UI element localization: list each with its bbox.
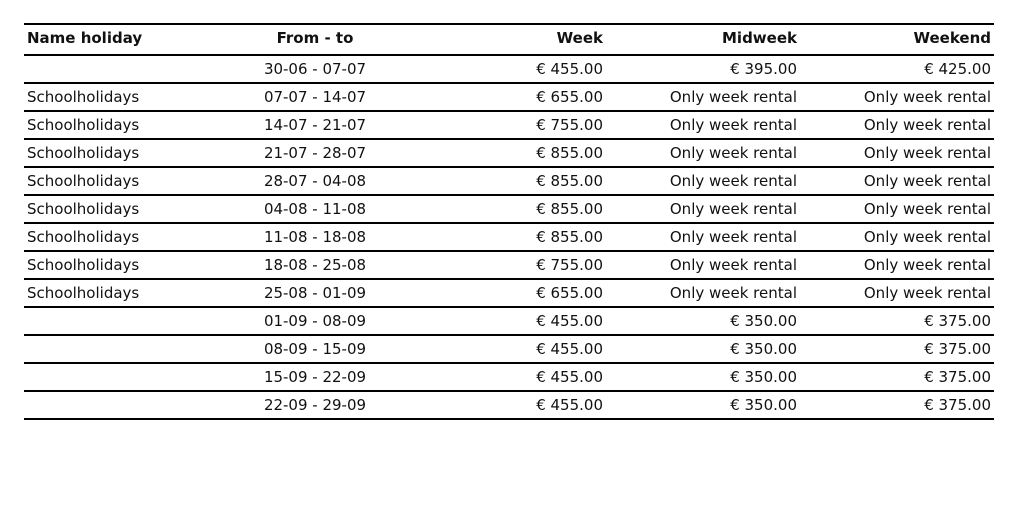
table-row bbox=[24, 251, 994, 279]
cell-week-price: € 455.00 bbox=[536, 368, 603, 386]
table-row bbox=[24, 307, 994, 335]
cell-from-to: 25-08 - 01-09 bbox=[263, 284, 367, 302]
cell-week-price: € 855.00 bbox=[536, 228, 603, 246]
cell-from-to: 18-08 - 25-08 bbox=[263, 256, 367, 274]
cell-name-holiday: Schoolholidays bbox=[27, 88, 140, 106]
cell-from-to: 28-07 - 04-08 bbox=[263, 172, 367, 190]
cell-weekend-price: Only week rental bbox=[863, 116, 991, 134]
cell-from-to: 14-07 - 21-07 bbox=[263, 116, 367, 134]
table-header bbox=[24, 24, 994, 55]
header-midweek: Midweek bbox=[722, 29, 797, 47]
cell-week-price: € 755.00 bbox=[536, 256, 603, 274]
cell-from-to: 15-09 - 22-09 bbox=[263, 368, 367, 386]
cell-weekend-price: Only week rental bbox=[863, 172, 991, 190]
cell-name-holiday: Schoolholidays bbox=[27, 172, 140, 190]
cell-name-holiday bbox=[24, 307, 224, 335]
cell-weekend-price: Only week rental bbox=[863, 284, 991, 302]
cell-name-holiday: Schoolholidays bbox=[27, 144, 140, 162]
header-week: Week bbox=[556, 29, 603, 47]
table-row bbox=[24, 83, 994, 111]
cell-week-price: € 855.00 bbox=[536, 172, 603, 190]
cell-midweek-price: Only week rental bbox=[669, 144, 797, 162]
cell-name-holiday bbox=[24, 391, 224, 419]
cell-week-price: € 455.00 bbox=[536, 60, 603, 78]
header-row bbox=[24, 24, 994, 55]
table-row bbox=[24, 195, 994, 223]
cell-week-price: € 655.00 bbox=[536, 88, 603, 106]
cell-weekend-price: € 425.00 bbox=[924, 60, 991, 78]
cell-from-to: 08-09 - 15-09 bbox=[263, 340, 367, 358]
table-row bbox=[24, 111, 994, 139]
cell-midweek-price: € 350.00 bbox=[730, 340, 797, 358]
cell-midweek-price: € 350.00 bbox=[730, 396, 797, 414]
cell-weekend-price: € 375.00 bbox=[924, 368, 991, 386]
cell-name-holiday: Schoolholidays bbox=[27, 228, 140, 246]
cell-midweek-price: Only week rental bbox=[669, 200, 797, 218]
cell-week-price: € 655.00 bbox=[536, 284, 603, 302]
cell-midweek-price: Only week rental bbox=[669, 172, 797, 190]
cell-midweek-price: Only week rental bbox=[669, 116, 797, 134]
cell-name-holiday bbox=[24, 363, 224, 391]
cell-midweek-price: € 350.00 bbox=[730, 368, 797, 386]
cell-midweek-price: € 350.00 bbox=[730, 312, 797, 330]
cell-name-holiday: Schoolholidays bbox=[27, 200, 140, 218]
cell-weekend-price: € 375.00 bbox=[924, 396, 991, 414]
table-row bbox=[24, 55, 994, 83]
table-row bbox=[24, 391, 994, 419]
table-row bbox=[24, 279, 994, 307]
cell-midweek-price: € 395.00 bbox=[730, 60, 797, 78]
cell-from-to: 21-07 - 28-07 bbox=[263, 144, 367, 162]
cell-midweek-price: Only week rental bbox=[669, 228, 797, 246]
cell-weekend-price: Only week rental bbox=[863, 256, 991, 274]
cell-week-price: € 455.00 bbox=[536, 396, 603, 414]
cell-from-to: 30-06 - 07-07 bbox=[263, 60, 367, 78]
cell-from-to: 22-09 - 29-09 bbox=[263, 396, 367, 414]
table-row bbox=[24, 167, 994, 195]
cell-weekend-price: € 375.00 bbox=[924, 340, 991, 358]
cell-name-holiday: Schoolholidays bbox=[27, 284, 140, 302]
cell-weekend-price: Only week rental bbox=[863, 200, 991, 218]
cell-from-to: 07-07 - 14-07 bbox=[263, 88, 367, 106]
cell-weekend-price: Only week rental bbox=[863, 144, 991, 162]
cell-from-to: 04-08 - 11-08 bbox=[263, 200, 367, 218]
cell-week-price: € 855.00 bbox=[536, 200, 603, 218]
cell-name-holiday: Schoolholidays bbox=[27, 256, 140, 274]
header-from-to: From - to bbox=[276, 29, 354, 47]
table-body bbox=[24, 55, 994, 419]
cell-week-price: € 455.00 bbox=[536, 340, 603, 358]
header-weekend: Weekend bbox=[913, 29, 991, 47]
cell-name-holiday bbox=[24, 335, 224, 363]
cell-weekend-price: € 375.00 bbox=[924, 312, 991, 330]
cell-weekend-price: Only week rental bbox=[863, 228, 991, 246]
cell-weekend-price: Only week rental bbox=[863, 88, 991, 106]
table-row bbox=[24, 223, 994, 251]
table-row bbox=[24, 139, 994, 167]
cell-name-holiday bbox=[24, 55, 224, 83]
cell-midweek-price: Only week rental bbox=[669, 88, 797, 106]
cell-week-price: € 755.00 bbox=[536, 116, 603, 134]
cell-midweek-price: Only week rental bbox=[669, 284, 797, 302]
cell-week-price: € 855.00 bbox=[536, 144, 603, 162]
rates-sheet bbox=[24, 23, 994, 420]
table-row bbox=[24, 363, 994, 391]
cell-week-price: € 455.00 bbox=[536, 312, 603, 330]
rates-table bbox=[24, 23, 994, 420]
cell-from-to: 01-09 - 08-09 bbox=[263, 312, 367, 330]
cell-name-holiday: Schoolholidays bbox=[27, 116, 140, 134]
table-row bbox=[24, 335, 994, 363]
cell-from-to: 11-08 - 18-08 bbox=[263, 228, 367, 246]
cell-midweek-price: Only week rental bbox=[669, 256, 797, 274]
header-name-holiday: Name holiday bbox=[27, 29, 143, 47]
